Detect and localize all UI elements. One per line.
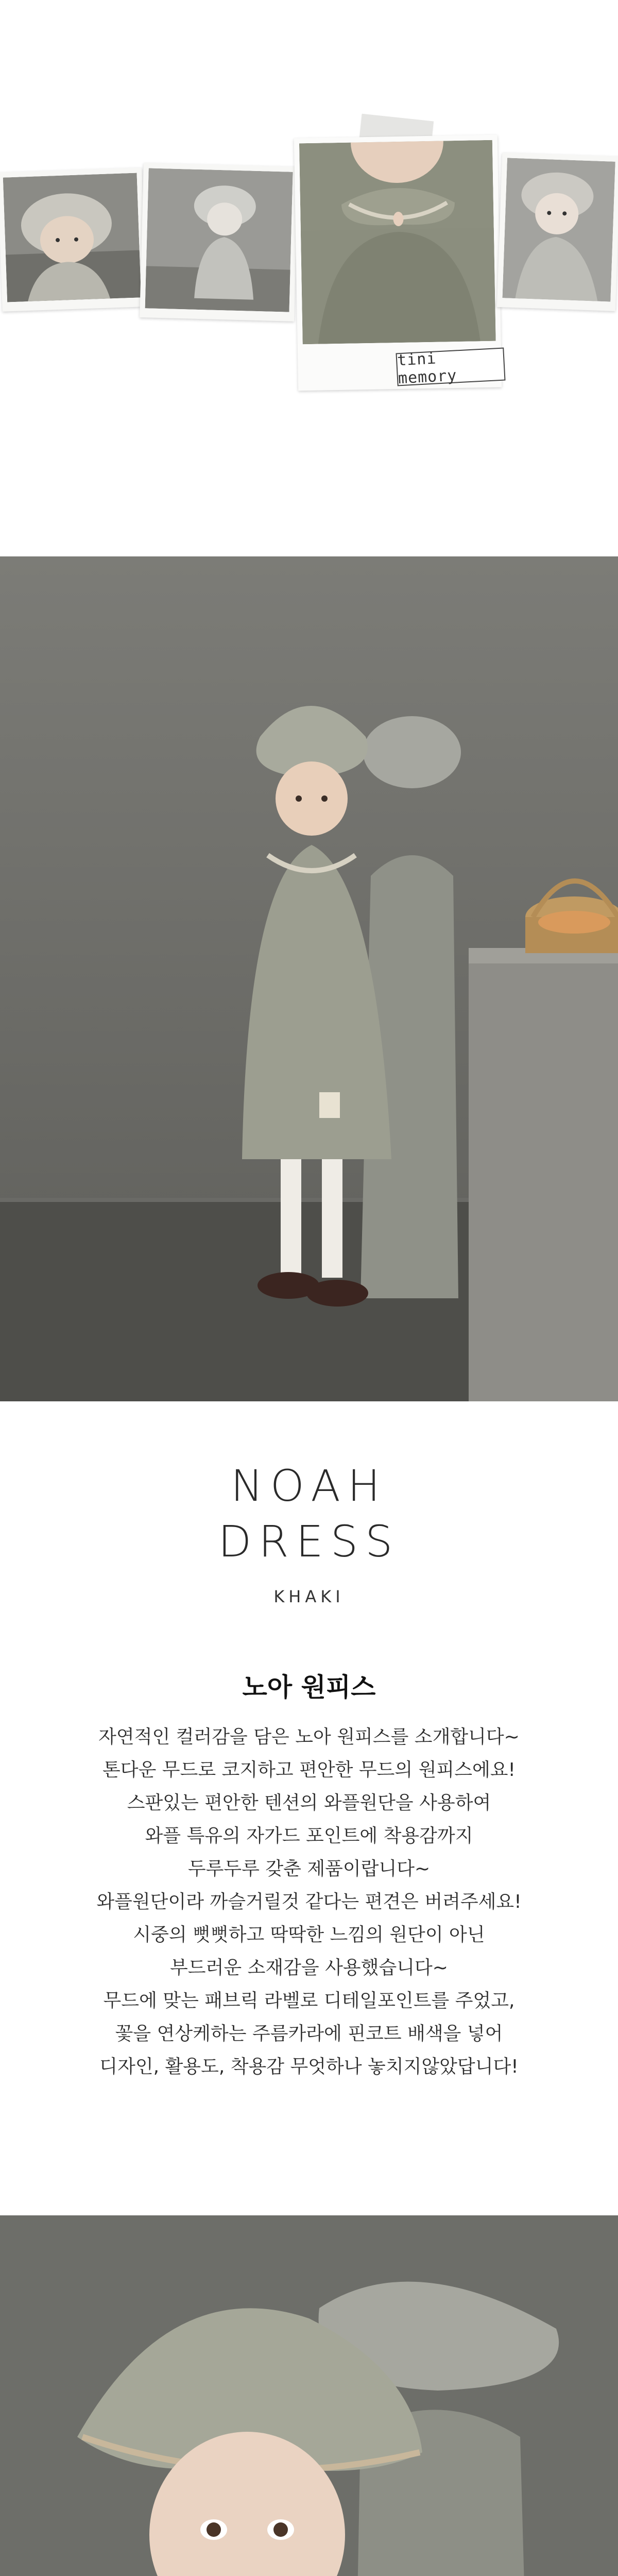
product-color: KHAKI <box>273 1587 345 1606</box>
product-name-line2: DRESS <box>218 1516 400 1567</box>
description-line: 와플원단이라 까슬거릴것 같다는 편견은 버려주세요! <box>96 1891 522 1912</box>
description-line: 톤다운 무드로 코지하고 편안한 무드의 원피스에요! <box>102 1759 516 1781</box>
description-line: 자연적인 컬러감을 담은 노아 원피스를 소개합니다~ <box>98 1726 520 1748</box>
product-description <box>0 1721 618 2083</box>
polaroid-photo <box>0 167 147 312</box>
description-line: 무드에 맞는 패브릭 라벨로 디테일포인트를 주었고, <box>103 1990 515 2011</box>
polaroid-photo <box>497 152 618 311</box>
description-line: 스판있는 편안한 텐션의 와플원단을 사용하여 <box>127 1792 491 1814</box>
description-line: 와플 특유의 자가드 포인트에 착용감까지 <box>145 1825 473 1846</box>
tini-memory-label: tini memory <box>396 348 505 386</box>
korean-product-title: 노아 원피스 <box>242 1672 376 1702</box>
polaroid-photo <box>140 163 298 321</box>
product-name-line1: NOAH <box>230 1461 388 1511</box>
product-intro <box>0 1401 618 2215</box>
description-line: 두루두루 갖춘 제품이랍니다~ <box>187 1858 431 1879</box>
product-name <box>0 1458 618 1569</box>
polaroid-collage <box>0 0 618 556</box>
description-line: 시중의 뻣뻣하고 딱딱한 느낌의 원단이 아닌 <box>133 1924 485 1945</box>
description-line: 부드러운 소재감을 사용했습니다~ <box>170 1957 448 1978</box>
product-photo-closeup <box>0 2215 618 2576</box>
description-line: 디자인, 활용도, 착용감 무엇하나 놓치지않았답니다! <box>99 2056 519 2077</box>
product-photo-full-look <box>0 556 618 1401</box>
description-line: 꽃을 연상케하는 주름카라에 핀코트 배색을 넣어 <box>115 2023 503 2044</box>
